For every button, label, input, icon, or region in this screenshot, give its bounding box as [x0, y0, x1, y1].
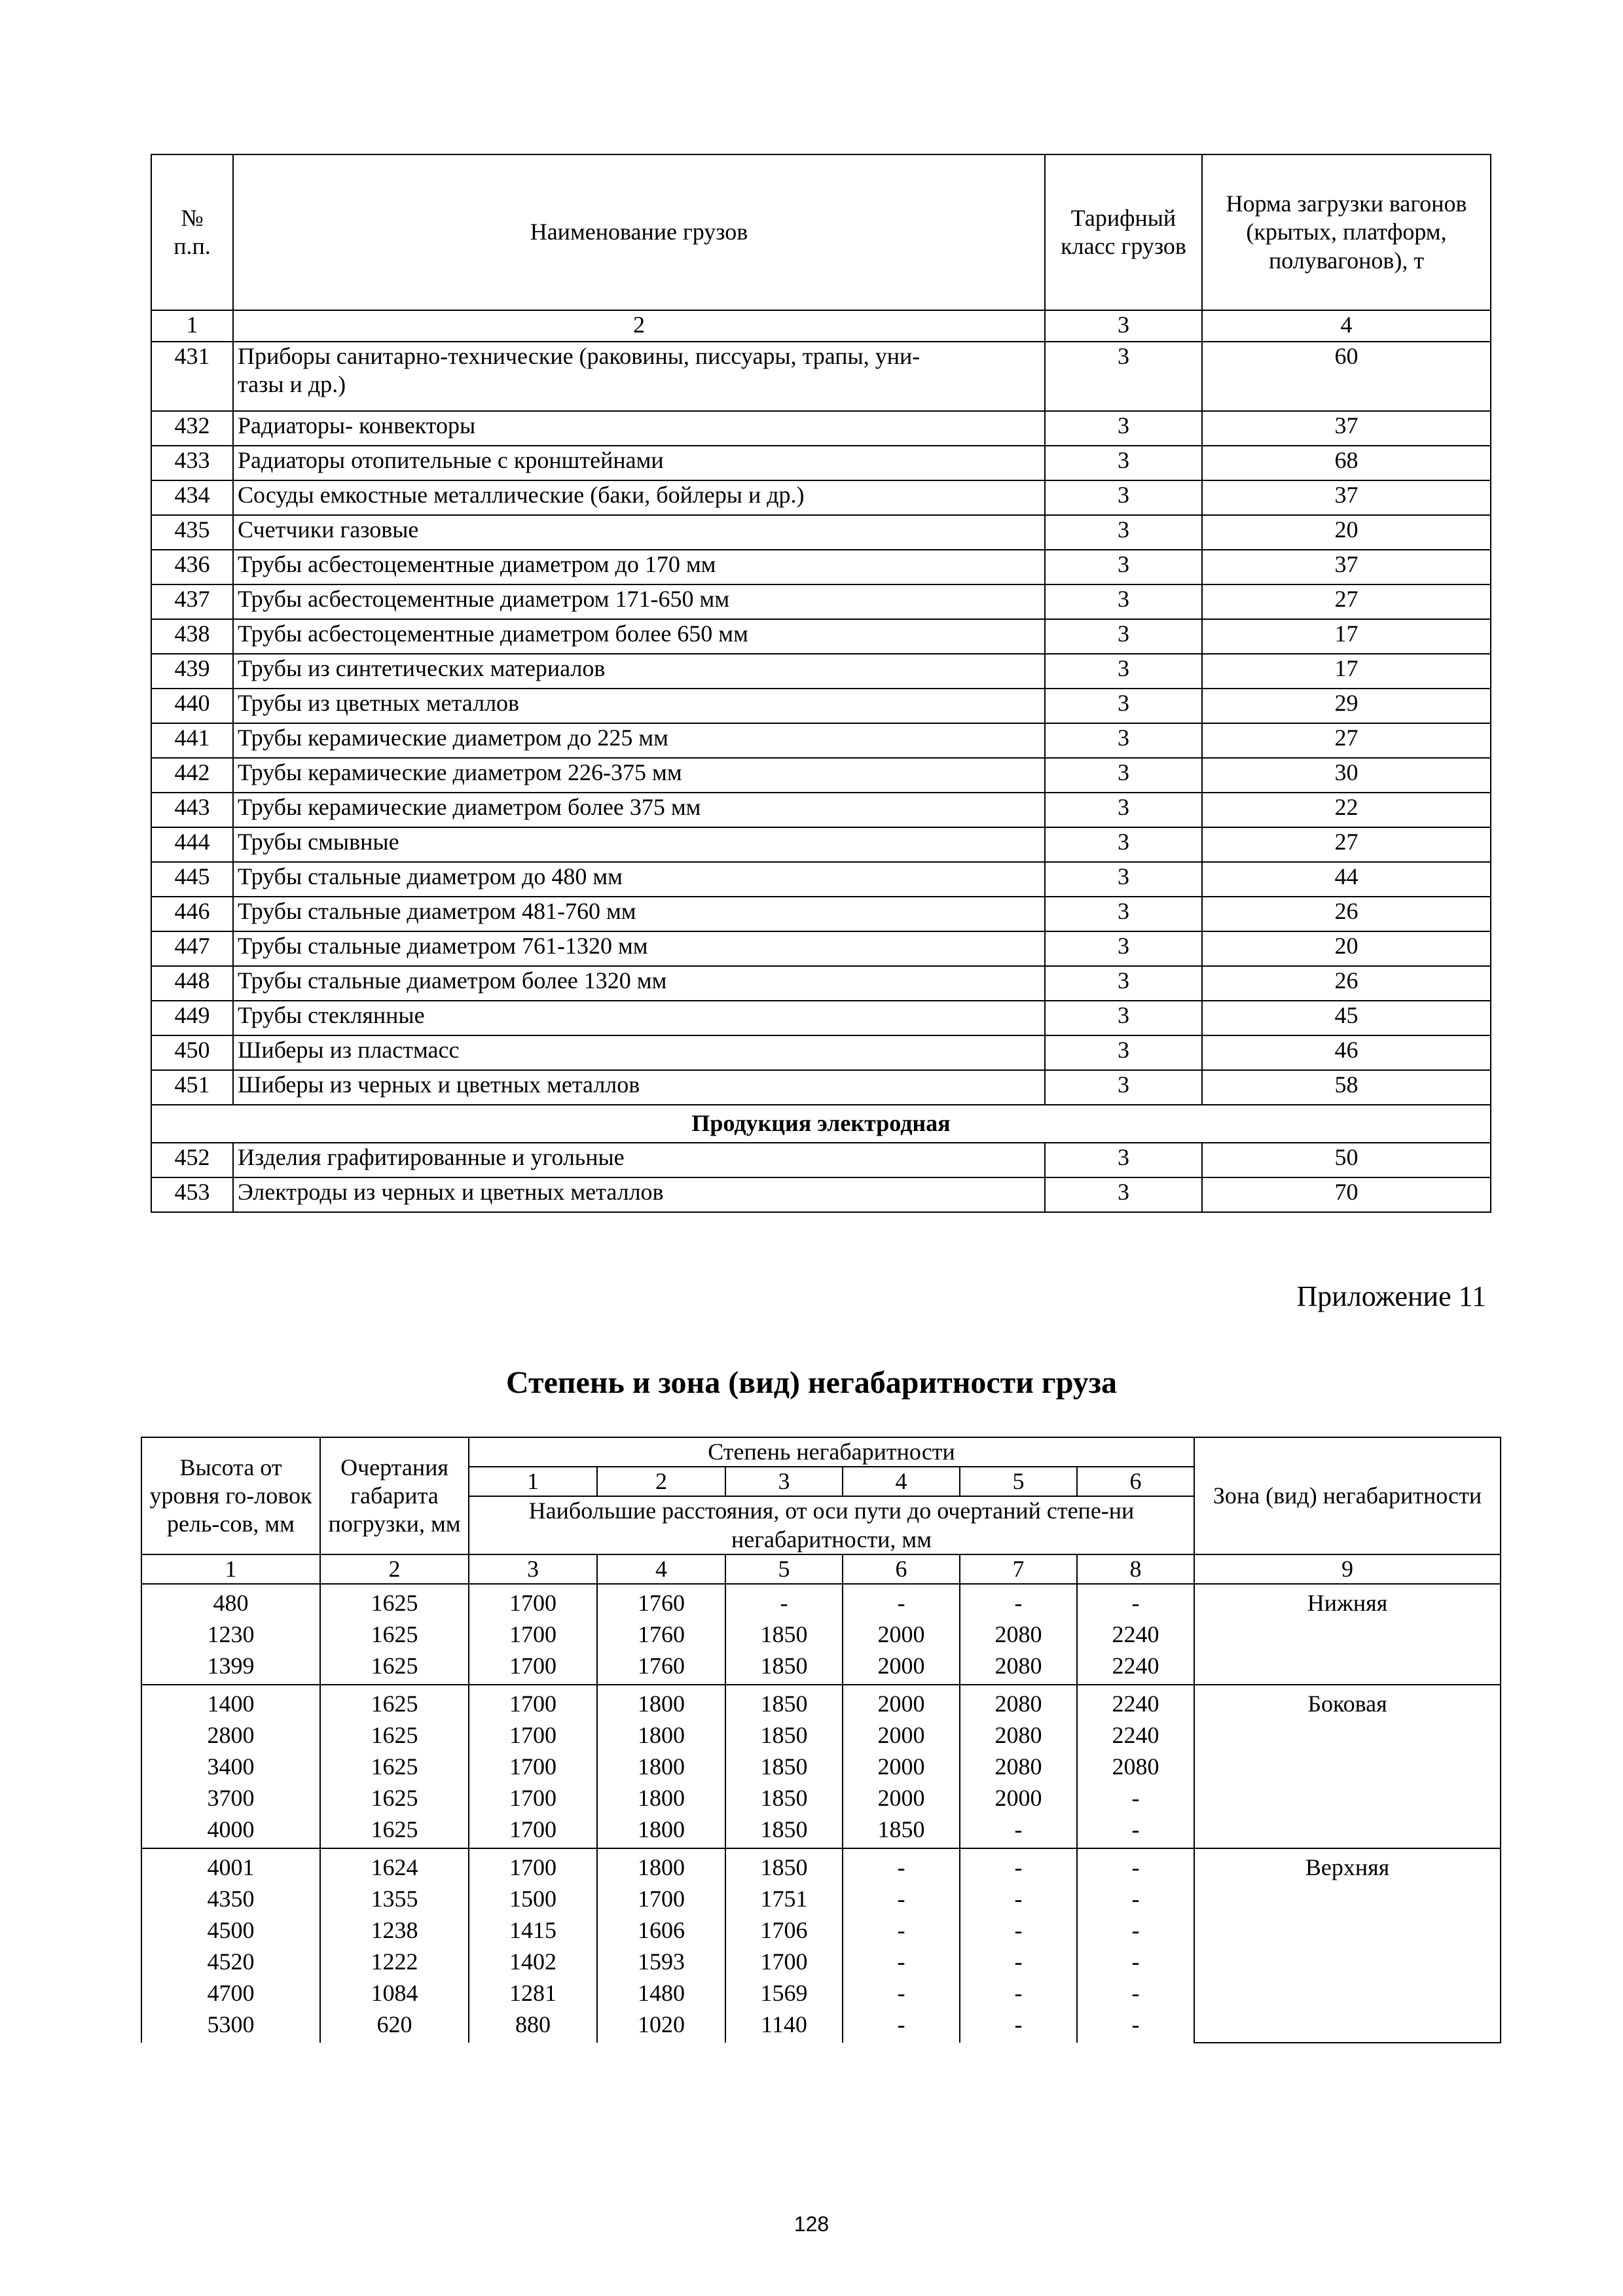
table-row	[151, 342, 1491, 411]
table-cell: 1760	[638, 1652, 685, 1679]
table-cell: 1700	[509, 1589, 556, 1616]
table-cell: -	[897, 1979, 905, 2006]
table-cell: 1800	[638, 1854, 685, 1880]
table-cell: -	[1131, 1979, 1140, 2006]
table-cell: -	[897, 2011, 905, 2037]
row-number: 440	[151, 689, 233, 723]
table-cell: 1850	[877, 1816, 925, 1842]
table-cell: -	[1014, 1854, 1023, 1880]
table-cell: 2240	[1112, 1721, 1159, 1748]
value-column	[141, 1584, 320, 1685]
table-cell: 2000	[877, 1690, 925, 1717]
degree-number: 1	[469, 1467, 597, 1496]
col-number: 9	[1194, 1554, 1501, 1584]
col-number: 7	[960, 1554, 1077, 1584]
table-row	[151, 1001, 1491, 1035]
table-cell: 2000	[877, 1721, 925, 1748]
header-height: Высота от уровня го-ловок рель-сов, мм	[141, 1437, 320, 1554]
tariff-class: 3	[1045, 862, 1202, 897]
table-cell: 2240	[1112, 1621, 1159, 1647]
cargo-name: Трубы стальные диаметром до 480 мм	[233, 862, 1045, 897]
tariff-class: 3	[1045, 1001, 1202, 1035]
load-norm: 27	[1202, 584, 1491, 619]
table-cell: -	[1014, 2011, 1023, 2037]
table-cell: 1606	[638, 1916, 685, 1943]
table-cell: -	[897, 1854, 905, 1880]
tariff-class: 3	[1045, 723, 1202, 758]
table-cell: 1700	[509, 1753, 556, 1780]
row-number: 451	[151, 1070, 233, 1105]
value-column	[597, 1685, 725, 1848]
tariff-class: 3	[1045, 654, 1202, 689]
table-cell: 1500	[509, 1885, 556, 1912]
col-number: 8	[1077, 1554, 1194, 1584]
load-norm: 58	[1202, 1070, 1491, 1105]
cargo-norms-table	[151, 154, 1491, 1213]
table-cell: 1700	[509, 1652, 556, 1679]
tariff-class: 3	[1045, 827, 1202, 862]
table-cell: 1480	[638, 1979, 685, 2006]
zone-group	[141, 1584, 1501, 1685]
row-number: 431	[151, 342, 233, 411]
tariff-class: 3	[1045, 480, 1202, 515]
load-norm: 20	[1202, 515, 1491, 550]
cargo-name: Изделия графитированные и угольные	[233, 1143, 1045, 1177]
cargo-name: Трубы из синтетических материалов	[233, 654, 1045, 689]
table-cell: 1222	[371, 1948, 418, 1975]
header-degree: Степень негабаритности	[469, 1437, 1194, 1467]
table-cell: 1706	[760, 1916, 808, 1943]
value-column	[725, 1584, 843, 1685]
row-number: 443	[151, 793, 233, 827]
table-cell: 4001	[207, 1854, 255, 1880]
table-cell: -	[1014, 1979, 1023, 2006]
table-cell: 1700	[509, 1816, 556, 1842]
load-norm: 17	[1202, 654, 1491, 689]
tariff-class: 3	[1045, 584, 1202, 619]
table-row	[151, 411, 1491, 446]
table-cell: 2000	[877, 1784, 925, 1811]
value-column	[843, 1685, 960, 1848]
value-column	[597, 1848, 725, 2043]
cargo-name: Шиберы из черных и цветных металлов	[233, 1070, 1045, 1105]
table-cell: -	[1131, 1885, 1140, 1912]
cargo-name: Трубы стальные диаметром 761-1320 мм	[233, 931, 1045, 966]
cargo-name: Трубы керамические диаметром до 225 мм	[233, 723, 1045, 758]
value-column	[843, 1848, 960, 2043]
value-column	[725, 1685, 843, 1848]
table-row	[151, 862, 1491, 897]
col-number: 1	[151, 310, 233, 342]
table-cell: 2080	[994, 1753, 1042, 1780]
value-column	[1077, 1685, 1194, 1848]
table-cell: 1625	[371, 1589, 418, 1616]
table-cell: 1625	[371, 1753, 418, 1780]
load-norm: 29	[1202, 689, 1491, 723]
cargo-name: Трубы смывные	[233, 827, 1045, 862]
table-cell: 1625	[371, 1816, 418, 1842]
table-cell: 1700	[638, 1885, 685, 1912]
table-cell: 1400	[207, 1690, 255, 1717]
table-cell: -	[1131, 1589, 1140, 1616]
table-row	[151, 584, 1491, 619]
row-number: 446	[151, 897, 233, 931]
degree-number: 2	[597, 1467, 725, 1496]
zone-label: Боковая	[1194, 1685, 1501, 1848]
load-norm: 27	[1202, 827, 1491, 862]
value-column	[320, 1584, 469, 1685]
table-cell: -	[1131, 2011, 1140, 2037]
table-cell: 1700	[509, 1721, 556, 1748]
col-number: 4	[597, 1554, 725, 1584]
row-number: 445	[151, 862, 233, 897]
header-distances: Наибольшие расстояния, от оси пути до очертаний степе-ни негабаритности, мм	[469, 1496, 1194, 1554]
table-cell: -	[897, 1589, 905, 1616]
table-cell: 1084	[371, 1979, 418, 2006]
table-row	[151, 966, 1491, 1001]
table-cell: 1800	[638, 1816, 685, 1842]
table-cell: 3700	[207, 1784, 255, 1811]
table-cell: 1760	[638, 1621, 685, 1647]
table-cell: 1625	[371, 1652, 418, 1679]
cargo-name: Трубы из цветных металлов	[233, 689, 1045, 723]
table-cell: 3400	[207, 1753, 255, 1780]
table-cell: 880	[515, 2011, 551, 2037]
col-number: 6	[843, 1554, 960, 1584]
table-row	[151, 1143, 1491, 1177]
cargo-name: Радиаторы отопительные с кронштейнами	[233, 446, 1045, 480]
table-cell: 620	[376, 2011, 412, 2037]
header-gauge: Очертания габарита погрузки, мм	[320, 1437, 469, 1554]
table-row	[151, 793, 1491, 827]
degree-number: 6	[1077, 1467, 1194, 1496]
table-row	[151, 689, 1491, 723]
table-cell: -	[780, 1589, 788, 1616]
table-row	[151, 1177, 1491, 1212]
cargo-name: Трубы керамические диаметром более 375 мм	[233, 793, 1045, 827]
table-cell: 1700	[509, 1784, 556, 1811]
row-number: 434	[151, 480, 233, 515]
tariff-class: 3	[1045, 966, 1202, 1001]
load-norm: 60	[1202, 342, 1491, 411]
tariff-class: 3	[1045, 515, 1202, 550]
table-cell: 2240	[1112, 1690, 1159, 1717]
value-column	[597, 1584, 725, 1685]
table-cell: -	[897, 1916, 905, 1943]
tariff-class: 3	[1045, 619, 1202, 654]
load-norm: 44	[1202, 862, 1491, 897]
table-cell: 1140	[761, 2011, 807, 2037]
table-cell: 1569	[760, 1979, 808, 2006]
load-norm: 20	[1202, 931, 1491, 966]
table-cell: 1850	[760, 1690, 808, 1717]
value-column	[960, 1584, 1077, 1685]
row-number: 444	[151, 827, 233, 862]
table-cell: 4520	[207, 1948, 255, 1975]
table-row	[151, 931, 1491, 966]
value-column	[141, 1848, 320, 2043]
row-number: 452	[151, 1143, 233, 1177]
oversize-degree-table	[141, 1437, 1501, 2043]
table-cell: 1850	[760, 1721, 808, 1748]
degree-number: 3	[725, 1467, 843, 1496]
load-norm: 37	[1202, 550, 1491, 584]
cargo-name: Трубы стеклянные	[233, 1001, 1045, 1035]
tariff-class: 3	[1045, 1177, 1202, 1212]
row-number: 442	[151, 758, 233, 793]
cargo-name: Шиберы из пластмасс	[233, 1035, 1045, 1070]
table-cell: 1355	[371, 1885, 418, 1912]
tariff-class: 3	[1045, 689, 1202, 723]
tariff-class: 3	[1045, 931, 1202, 966]
cargo-name: Радиаторы- конвекторы	[233, 411, 1045, 446]
tariff-class: 3	[1045, 342, 1202, 411]
table-cell: 1625	[371, 1721, 418, 1748]
table-cell: 1415	[509, 1916, 556, 1943]
value-column	[843, 1584, 960, 1685]
table-cell: 2080	[1112, 1753, 1159, 1780]
table-cell: 480	[213, 1589, 249, 1616]
cargo-name: Сосуды емкостные металлические (баки, бойлеры и др.)	[233, 480, 1045, 515]
row-number: 438	[151, 619, 233, 654]
table-cell: -	[897, 1948, 905, 1975]
table-cell: 1850	[760, 1652, 808, 1679]
table-row	[151, 1070, 1491, 1105]
table-cell: 1281	[509, 1979, 556, 2006]
table-row	[151, 897, 1491, 931]
table-row	[151, 654, 1491, 689]
header-load-norm: Норма загрузки вагонов (крытых, платформ, полувагонов), т	[1202, 154, 1491, 310]
row-number: 453	[151, 1177, 233, 1212]
value-column	[469, 1584, 597, 1685]
table-row	[151, 1035, 1491, 1070]
zone-group	[141, 1848, 1501, 2043]
table-cell: 2000	[877, 1753, 925, 1780]
col-number: 3	[1045, 310, 1202, 342]
load-norm: 26	[1202, 897, 1491, 931]
load-norm: 30	[1202, 758, 1491, 793]
table-cell: 1625	[371, 1784, 418, 1811]
table-cell: -	[1014, 1948, 1023, 1975]
row-number: 450	[151, 1035, 233, 1070]
row-number: 441	[151, 723, 233, 758]
tariff-class: 3	[1045, 793, 1202, 827]
header-name: Наименование грузов	[233, 154, 1045, 310]
table-cell: -	[1014, 1816, 1023, 1842]
load-norm: 37	[1202, 411, 1491, 446]
table-cell: 1402	[509, 1948, 556, 1975]
tariff-class: 3	[1045, 758, 1202, 793]
table-cell: 1593	[638, 1948, 685, 1975]
value-column	[469, 1848, 597, 2043]
col-number: 1	[141, 1554, 320, 1584]
table-cell: 1700	[509, 1621, 556, 1647]
value-column	[141, 1685, 320, 1848]
table-cell: 2080	[994, 1621, 1042, 1647]
load-norm: 17	[1202, 619, 1491, 654]
table-cell: 1850	[760, 1753, 808, 1780]
page-number: 128	[793, 2212, 830, 2236]
table-cell: 1700	[760, 1948, 808, 1975]
header-tariff-class: Тарифный класс грузов	[1045, 154, 1202, 310]
table-cell: -	[1014, 1589, 1023, 1616]
table-cell: -	[1131, 1916, 1140, 1943]
table-cell: 4700	[207, 1979, 255, 2006]
row-number: 439	[151, 654, 233, 689]
table-cell: 4500	[207, 1916, 255, 1943]
load-norm: 27	[1202, 723, 1491, 758]
table-row	[151, 758, 1491, 793]
table-row	[151, 480, 1491, 515]
table-cell: 1238	[371, 1916, 418, 1943]
col-number: 4	[1202, 310, 1491, 342]
table-cell: 4000	[207, 1816, 255, 1842]
table-row	[151, 827, 1491, 862]
table-cell: 1020	[638, 2011, 685, 2037]
table-cell: 1624	[371, 1854, 418, 1880]
col-number: 2	[320, 1554, 469, 1584]
value-column	[725, 1848, 843, 2043]
tariff-class: 3	[1045, 446, 1202, 480]
row-number: 448	[151, 966, 233, 1001]
col-number: 2	[233, 310, 1045, 342]
degree-number: 5	[960, 1467, 1077, 1496]
cargo-name: Трубы асбестоцементные диаметром 171-650 мм	[233, 584, 1045, 619]
table-cell: 2000	[877, 1652, 925, 1679]
table-cell: 1800	[638, 1721, 685, 1748]
zone-label: Нижняя	[1194, 1584, 1501, 1685]
table-cell: -	[1131, 1784, 1140, 1811]
table-cell: 1625	[371, 1690, 418, 1717]
table-cell: 1850	[760, 1784, 808, 1811]
table-cell: 1850	[760, 1854, 808, 1880]
value-column	[320, 1848, 469, 2043]
value-column	[960, 1848, 1077, 2043]
value-column	[1077, 1848, 1194, 2043]
table-row	[151, 550, 1491, 584]
zone-label: Верхняя	[1194, 1848, 1501, 2043]
tariff-class: 3	[1045, 411, 1202, 446]
row-number: 436	[151, 550, 233, 584]
cargo-name: Электроды из черных и цветных металлов	[233, 1177, 1045, 1212]
table-cell: 1760	[638, 1589, 685, 1616]
cargo-name: Трубы стальные диаметром 481-760 мм	[233, 897, 1045, 931]
table-cell: 1850	[760, 1621, 808, 1647]
load-norm: 37	[1202, 480, 1491, 515]
row-number: 449	[151, 1001, 233, 1035]
table-cell: -	[1014, 1885, 1023, 1912]
row-number: 435	[151, 515, 233, 550]
table-cell: 1230	[207, 1621, 255, 1647]
row-number: 447	[151, 931, 233, 966]
value-column	[320, 1685, 469, 1848]
tariff-class: 3	[1045, 550, 1202, 584]
appendix-label: Приложение 11	[1296, 1280, 1486, 1312]
table-cell: -	[1131, 1948, 1140, 1975]
table-cell: 1850	[760, 1816, 808, 1842]
table-cell: -	[897, 1885, 905, 1912]
table-cell: -	[1131, 1816, 1140, 1842]
load-norm: 45	[1202, 1001, 1491, 1035]
cargo-name: Трубы керамические диаметром 226-375 мм	[233, 758, 1045, 793]
value-column	[960, 1685, 1077, 1848]
table-cell: 1800	[638, 1690, 685, 1717]
table-cell: 5300	[207, 2011, 255, 2037]
value-column	[469, 1685, 597, 1848]
value-column	[1077, 1584, 1194, 1685]
section-heading: Продукция электродная	[151, 1105, 1491, 1143]
load-norm: 68	[1202, 446, 1491, 480]
table-cell: 2800	[207, 1721, 255, 1748]
header-zone: Зона (вид) негабаритности	[1194, 1437, 1501, 1554]
tariff-class: 3	[1045, 897, 1202, 931]
table-cell: -	[1014, 1916, 1023, 1943]
tariff-class: 3	[1045, 1035, 1202, 1070]
table-row	[151, 619, 1491, 654]
tariff-class: 3	[1045, 1143, 1202, 1177]
table-cell: 4350	[207, 1885, 255, 1912]
load-norm: 22	[1202, 793, 1491, 827]
table-cell: 2080	[994, 1690, 1042, 1717]
table-cell: 1800	[638, 1784, 685, 1811]
degree-number: 4	[843, 1467, 960, 1496]
cargo-name: Приборы санитарно-технические (раковины, писсуары, трапы, уни- тазы и др.)	[233, 342, 1045, 411]
table-cell: 1700	[509, 1854, 556, 1880]
table-title: Степень и зона (вид) негабаритности груза	[505, 1365, 1118, 1400]
load-norm: 70	[1202, 1177, 1491, 1212]
table-cell: 1800	[638, 1753, 685, 1780]
table-cell: 1399	[207, 1652, 255, 1679]
table-cell: 1751	[760, 1885, 808, 1912]
load-norm: 50	[1202, 1143, 1491, 1177]
zone-group	[141, 1685, 1501, 1848]
table-row	[151, 446, 1491, 480]
cargo-name: Трубы асбестоцементные диаметром до 170 мм	[233, 550, 1045, 584]
cargo-name: Трубы асбестоцементные диаметром более 650 мм	[233, 619, 1045, 654]
table-cell: 2080	[994, 1721, 1042, 1748]
table-cell: 1700	[509, 1690, 556, 1717]
row-number: 432	[151, 411, 233, 446]
cargo-name: Счетчики газовые	[233, 515, 1045, 550]
table-cell: 2080	[994, 1652, 1042, 1679]
table-cell: 2000	[994, 1784, 1042, 1811]
cargo-name: Трубы стальные диаметром более 1320 мм	[233, 966, 1045, 1001]
load-norm: 26	[1202, 966, 1491, 1001]
table-cell: 2240	[1112, 1652, 1159, 1679]
row-number: 437	[151, 584, 233, 619]
row-number: 433	[151, 446, 233, 480]
header-number: № п.п.	[151, 154, 233, 310]
table-row	[151, 723, 1491, 758]
tariff-class: 3	[1045, 1070, 1202, 1105]
col-number: 5	[725, 1554, 843, 1584]
table-cell: -	[1131, 1854, 1140, 1880]
table-cell: 2000	[877, 1621, 925, 1647]
col-number: 3	[469, 1554, 597, 1584]
table-row	[151, 515, 1491, 550]
table-cell: 1625	[371, 1621, 418, 1647]
load-norm: 46	[1202, 1035, 1491, 1070]
